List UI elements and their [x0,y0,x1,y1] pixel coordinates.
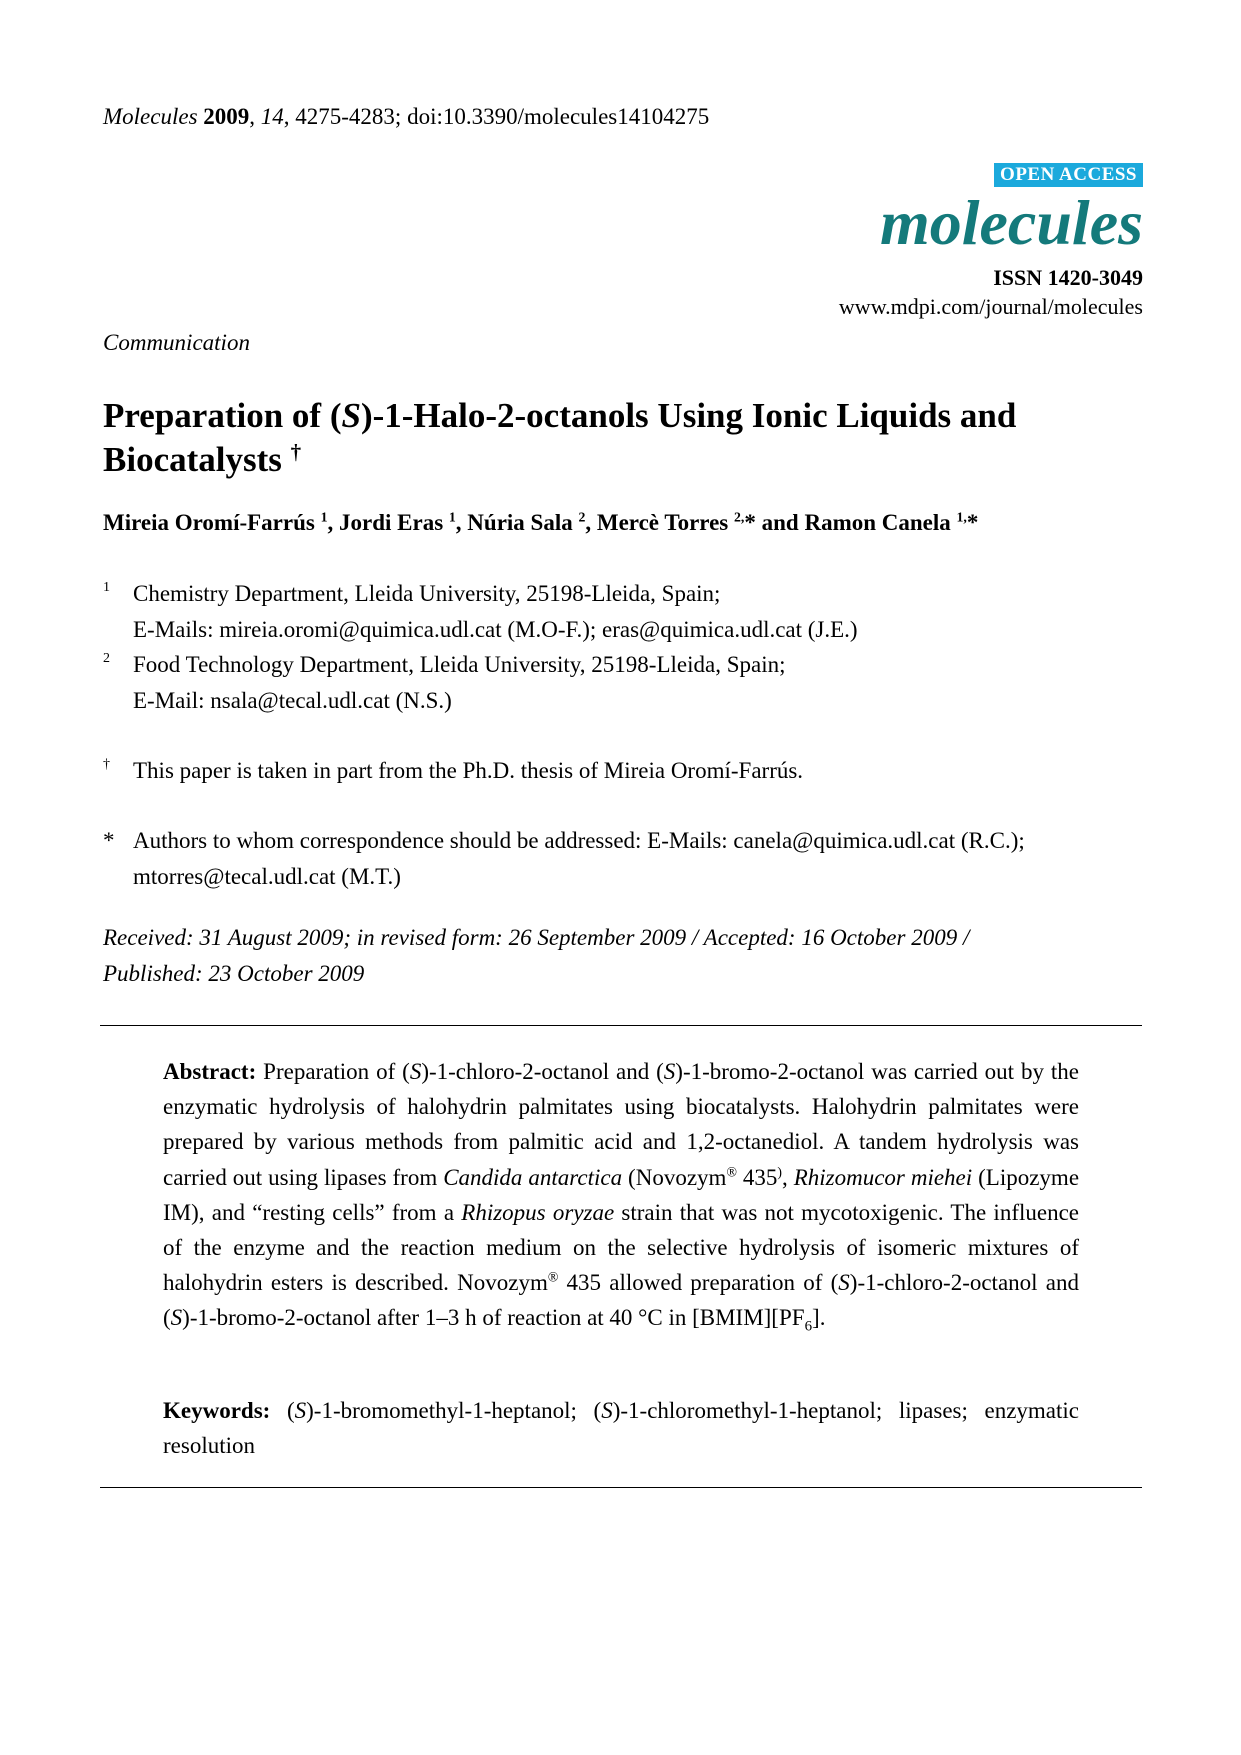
abstract-text: )-1-chloro-2-octanol and ( [421,1059,664,1084]
abstract [163,1054,1079,1336]
journal-url[interactable]: www.mdpi.com/journal/molecules [838,294,1143,319]
keywords [163,1393,1079,1463]
dagger-note [103,753,1153,789]
keywords-italic: S [601,1398,613,1423]
dates-line2: Published: 23 October 2009 [103,961,365,986]
keywords-text: )-1-bromomethyl-1-heptanol; ( [306,1398,602,1423]
author-separator: , [455,510,468,535]
publication-dates [103,920,1163,992]
registered-mark: ® [547,1269,559,1285]
top-divider [100,1025,1142,1026]
citation-journal: Molecules [103,104,198,129]
author-separator: and [755,510,805,535]
abstract-text: ]. [812,1305,826,1331]
citation-volume: 14 [260,104,284,129]
title-part2: )-1-Halo-2-octanols Using Ionic Liquids and [360,396,1017,435]
abstract-italic: S [838,1270,850,1296]
abstract-species: Rhizomucor miehei [793,1164,973,1190]
keywords-text: )-1-chloromethyl-1-heptanol; lipases; enzymatic resolution [163,1398,1079,1459]
author-star: * [966,510,979,535]
citation-rest: , 4275-4283; doi:10.3390/molecules14104275 [283,104,710,129]
affiliation-mark: 1 [103,580,110,595]
keywords-text: ( [270,1398,295,1423]
abstract-italic: S [409,1059,422,1084]
abstract-italic: S [170,1305,183,1331]
journal-logo: molecules [879,187,1143,258]
affiliation-1 [103,576,1153,648]
abstract-species: Candida antarctica [443,1164,623,1190]
author-affiliation-mark: 2, [734,509,745,525]
title-dagger: † [290,439,302,464]
correspondence-line1[interactable]: Authors to whom correspondence should be addressed: E-Mails: canela@quimica.udl.cat (R.C.); [133,828,1025,853]
abstract-text: 435 allowed preparation of ( [558,1270,839,1296]
abstract-text: strain that was not mycotoxigenic. The influence of the enzyme and the reaction medium on the selective hydrolysis of isomeric mixtures of halohydrin esters is described. Novozym [163,1199,1079,1296]
registered-mark: ® [726,1163,737,1179]
bottom-divider [100,1487,1142,1488]
dates-line1: Received: 31 August 2009; in revised form: 26 September 2009 / Accepted: 16 October 2009 / [103,925,970,950]
author-affiliation-mark: 1, [956,509,967,525]
dagger-note-text: This paper is taken in part from the Ph.D. thesis of Mireia Oromí-Farrús. [133,758,804,783]
affiliation-emails[interactable]: E-Mails: mireia.oromi@quimica.udl.cat (M.O-F.); eras@quimica.udl.cat (J.E.) [133,617,858,642]
author: Jordi Eras [339,510,444,535]
abstract-text: , [782,1164,794,1190]
affiliation-2 [103,647,1153,719]
abstract-text: (Lipozyme IM), and “resting cells” from a [163,1164,1080,1225]
open-access-badge: OPEN ACCESS [994,163,1143,187]
title-italic: S [341,396,361,435]
abstract-text: 435 [736,1164,778,1190]
title-part1: Preparation of ( [103,396,342,435]
abstract-text: )-1-chloro-2-octanol and ( [163,1270,1079,1331]
author: Mireia Oromí-Farrús [103,510,315,535]
affiliation-address: Chemistry Department, Lleida University, 25198-Lleida, Spain; [133,581,721,606]
paper-title [103,394,1153,482]
abstract-subscript: 6 [804,1319,813,1336]
issn: ISSN 1420-3049 [993,265,1143,290]
author-separator: , [327,510,339,535]
article-type: Communication [103,330,250,355]
author: Mercè Torres [596,510,729,535]
abstract-italic: S [663,1059,676,1084]
correspondence-note [103,823,1153,895]
abstract-text: Preparation of ( [256,1059,410,1084]
keywords-label: Keywords: [163,1398,271,1423]
abstract-text: )-1-bromo-2-octanol after 1–3 h of reaction at 40 °C in [BMIM][PF [182,1305,805,1331]
affiliation-address: Food Technology Department, Lleida University, 25198-Lleida, Spain; [133,652,786,677]
title-line2: Biocatalysts [103,440,282,479]
affiliation-mark: 2 [103,651,110,666]
correspondence-line2[interactable]: mtorres@tecal.udl.cat (M.T.) [133,864,401,889]
author-list [103,510,1163,536]
abstract-text: )-1-bromo-2-octanol was carried out by the enzymatic hydrolysis of halohydrin palmitates using biocatalysts. Halohydrin palmitates were prepared by various methods from palmitic acid and 1,2-octanediol. A tandem hydrolysis was carried out using lipases from [163,1059,1079,1190]
author-affiliation-mark: 1 [320,509,328,525]
abstract-species: Rhizopus oryzae [461,1199,615,1225]
author-star: * [744,510,756,535]
author: Ramon Canela [804,510,951,535]
citation-line: Molecules 2009, 14, 4275-4283; doi:10.3390/molecules14104275 [103,104,710,129]
abstract-label: Abstract: [163,1059,257,1084]
correspondence-star: * [103,828,115,853]
abstract-superscript: ) [777,1163,782,1179]
author-affiliation-mark: 1 [448,509,456,525]
abstract-text: (Novozym [622,1164,727,1190]
citation-year: 2009 [203,104,250,129]
dagger-mark: † [103,757,110,772]
author-affiliation-mark: 2 [578,509,586,525]
author-separator: , [585,510,597,535]
affiliation-emails[interactable]: E-Mail: nsala@tecal.udl.cat (N.S.) [133,688,452,713]
keywords-italic: S [294,1398,307,1423]
author: Núria Sala [467,510,573,535]
